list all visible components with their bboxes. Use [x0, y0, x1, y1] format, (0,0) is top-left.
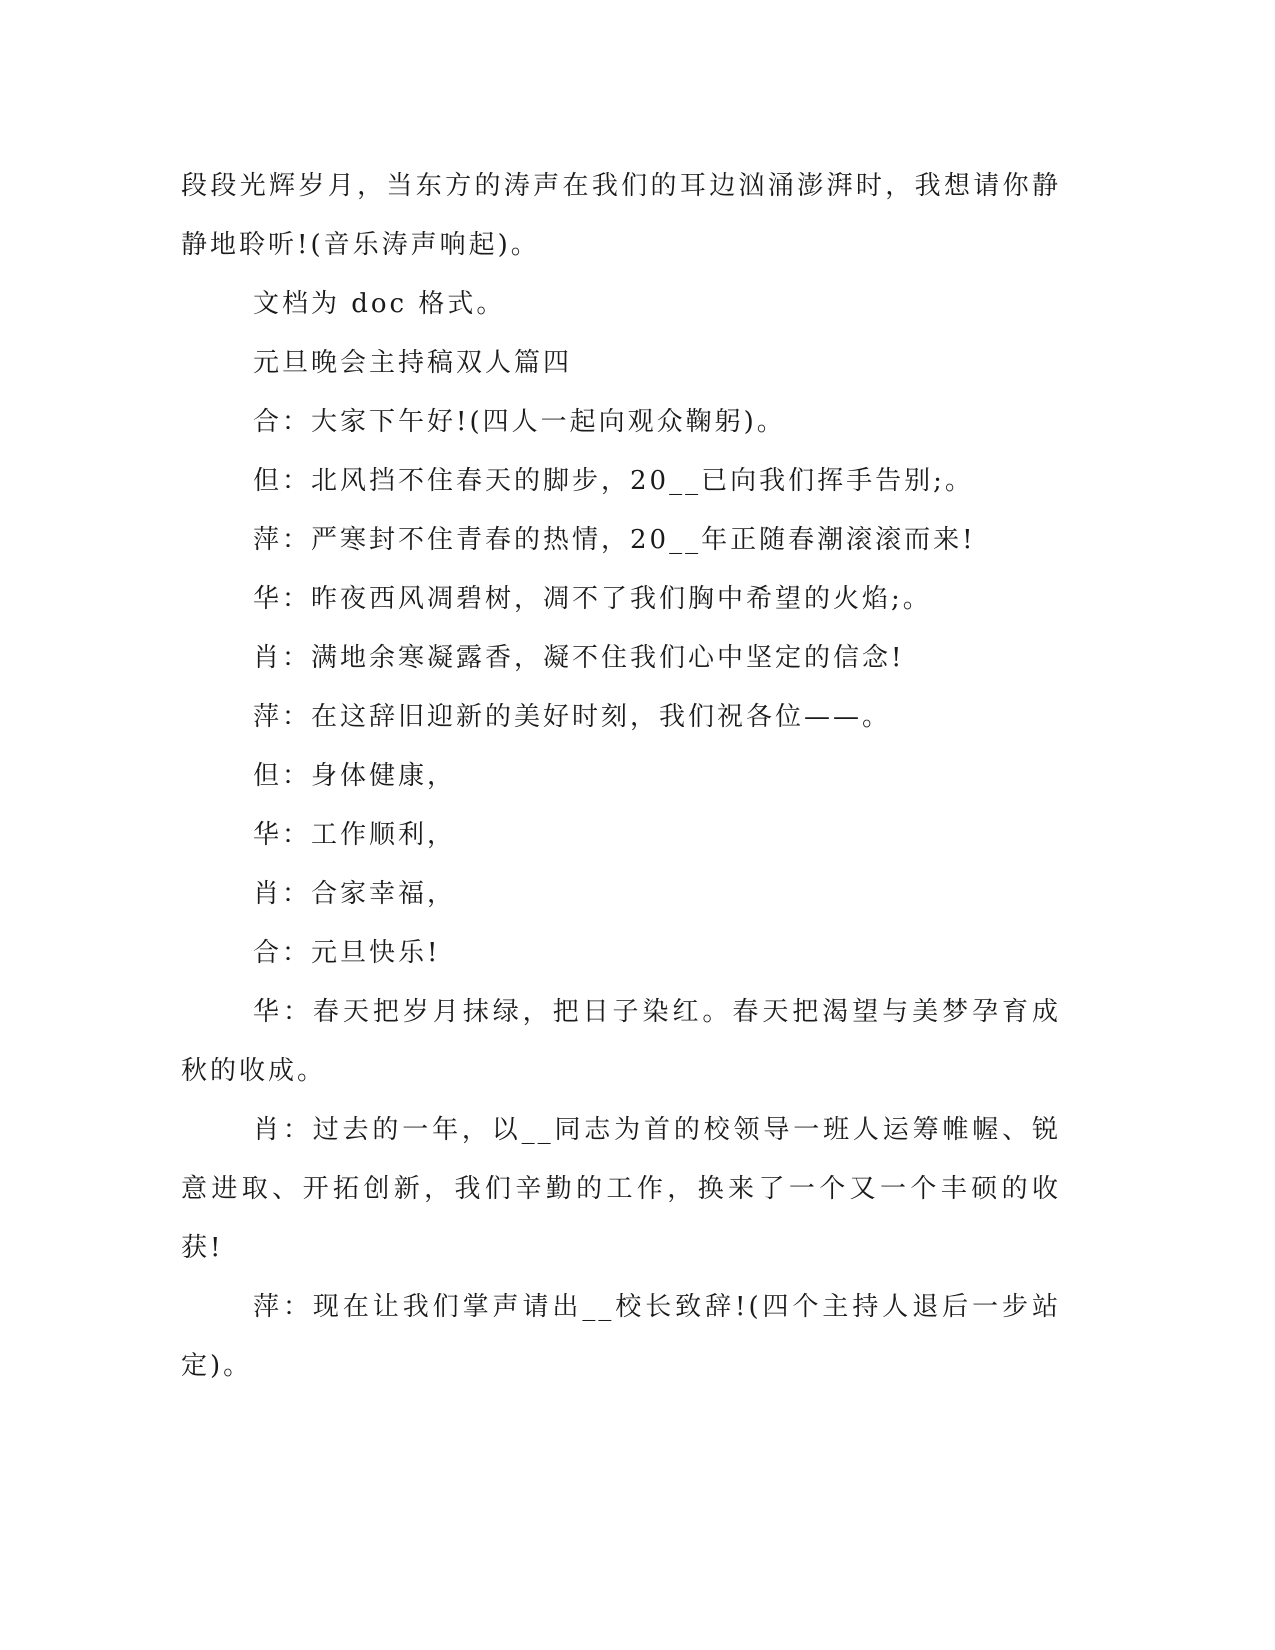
paragraph: 萍：严寒封不住青春的热情，20__年正随春潮滚滚而来!	[253, 525, 976, 555]
paragraph: 肖：过去的一年，以__同志为首的校领导一班人运筹帷幄、锐意进取、开拓创新，我们辛勤的工作，换来了一个又一个丰硕的收获!	[181, 1115, 1061, 1263]
section-heading: 元旦晚会主持稿双人篇四	[253, 348, 573, 378]
paragraph: 段段光辉岁月，当东方的涛声在我们的耳边汹涌澎湃时，我想请你静静地聆听!(音乐涛声响起)。	[181, 171, 1061, 260]
paragraph: 文档为 doc 格式。	[253, 289, 506, 319]
paragraph: 萍：在这辞旧迎新的美好时刻，我们祝各位——。	[253, 702, 892, 732]
paragraph: 萍：现在让我们掌声请出__校长致辞!(四个主持人退后一步站定)。	[181, 1292, 1061, 1381]
paragraph: 合：大家下午好!(四人一起向观众鞠躬)。	[253, 407, 786, 437]
paragraph: 合：元旦快乐!	[253, 938, 441, 968]
paragraph: 但：北风挡不住春天的脚步，20__已向我们挥手告别;。	[253, 466, 974, 496]
paragraph: 华：春天把岁月抹绿，把日子染红。春天把渴望与美梦孕育成秋的收成。	[181, 997, 1061, 1086]
paragraph: 华：工作顺利，	[253, 820, 457, 850]
document-body	[181, 157, 1061, 1396]
paragraph: 但：身体健康，	[253, 761, 457, 791]
paragraph: 华：昨夜西风凋碧树，凋不了我们胸中希望的火焰;。	[253, 584, 932, 614]
paragraph: 肖：满地余寒凝露香，凝不住我们心中坚定的信念!	[253, 643, 905, 673]
paragraph: 肖：合家幸福，	[253, 879, 457, 909]
